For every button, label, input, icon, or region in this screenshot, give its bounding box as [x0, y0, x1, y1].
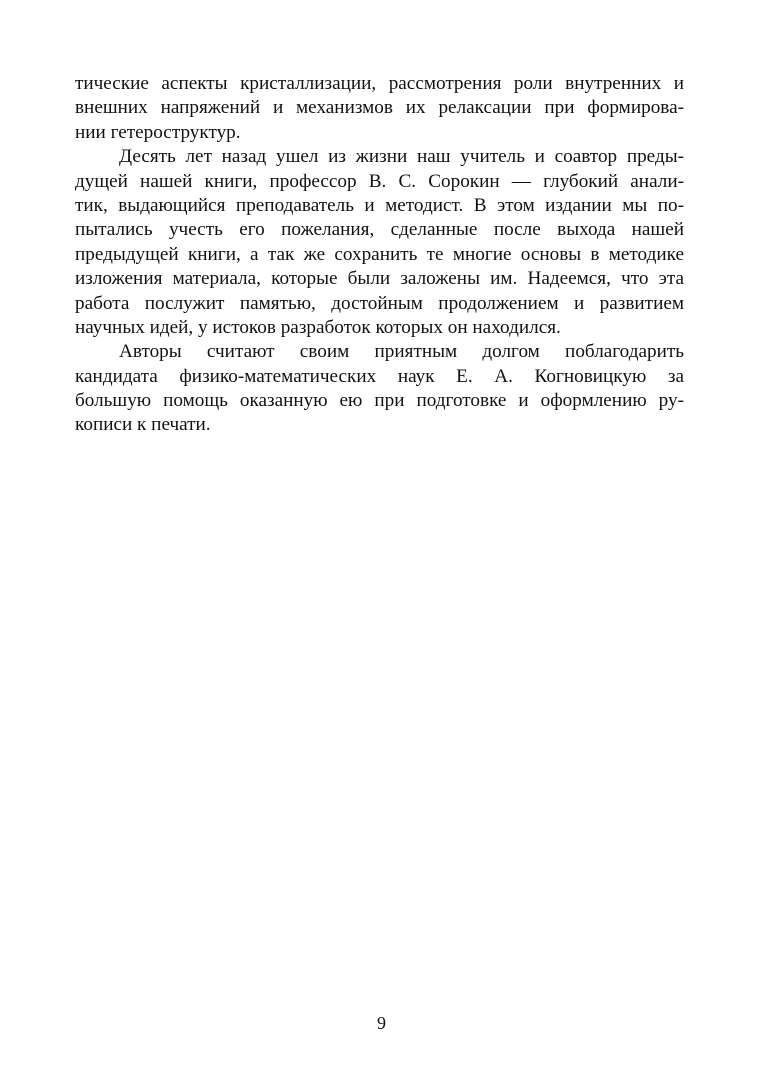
text-line: Авторы считают своим приятным долгом поблагодарить: [119, 341, 684, 363]
text-line: кописи к печати.: [75, 414, 211, 436]
document-body: [75, 72, 684, 438]
text-line: научных идей, у истоков разработок которых он находился.: [75, 316, 561, 338]
paragraph-2: [75, 145, 684, 340]
text-line: нии гетероструктур.: [75, 121, 241, 143]
text-line: кандидата физико-математических наук Е. А. Когновицкую за: [75, 365, 684, 387]
text-line: пытались учесть его пожелания, сделанные после выхода нашей: [75, 219, 684, 241]
text-line: внешних напряжений и механизмов их релаксации при формирова-: [75, 97, 684, 119]
text-line: изложения материала, которые были заложены им. Надеемся, что эта: [75, 268, 684, 290]
text-line: тические аспекты кристаллизации, рассмотрения роли внутренних и: [75, 73, 684, 94]
page-number: 9: [377, 1013, 386, 1033]
paragraph-1: [75, 72, 684, 145]
text-line: работа послужит памятью, достойным продолжением и развитием: [75, 292, 684, 314]
text-line: предыдущей книги, а так же сохранить те многие основы в методике: [75, 243, 684, 265]
paragraph-3: [75, 340, 684, 438]
text-line: дущей нашей книги, профессор В. С. Сорокин — глубокий анали-: [75, 170, 684, 192]
text-line: тик, выдающийся преподаватель и методист. В этом издании мы по-: [75, 194, 684, 216]
text-line: большую помощь оказанную ею при подготовке и оформлению ру-: [75, 390, 684, 412]
text-line: Десять лет назад ушел из жизни наш учитель и соавтор преды-: [119, 146, 684, 168]
